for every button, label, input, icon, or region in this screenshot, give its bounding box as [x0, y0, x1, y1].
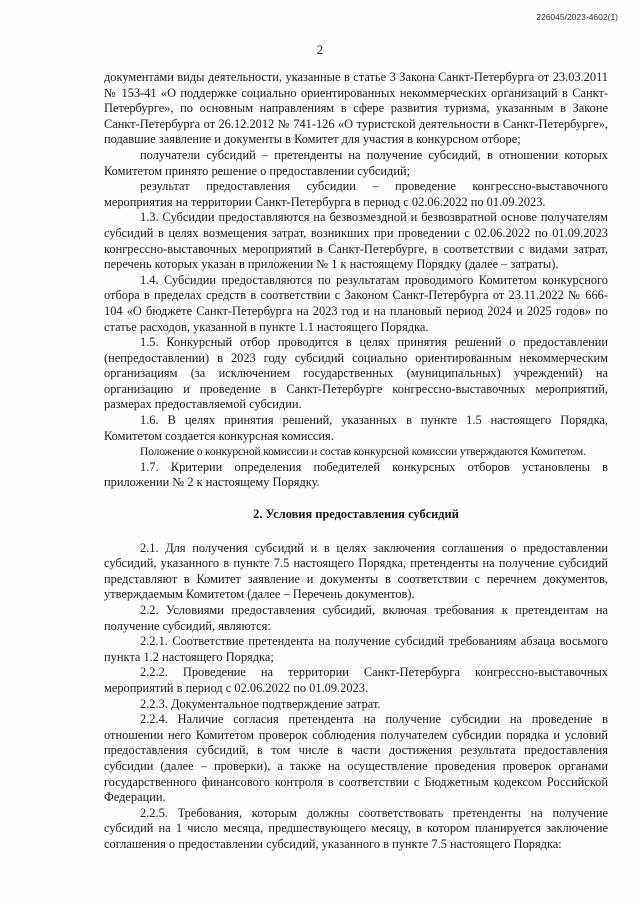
- paragraph: Положение о конкурсной комиссии и состав конкурсной комиссии утверждаются Комитетом.: [140, 445, 586, 459]
- paragraph: результат предоставления субсидии – проведение конгрессно-выставочного мероприятия на территории Санкт-Петербурга в период с 02.06.2022 по 01.09.2023.: [104, 179, 608, 209]
- paragraph: 2.2.1. Соответствие претендента на получение субсидий требованиям абзаца восьмого пункта 1.2 настоящего Порядка;: [104, 634, 608, 664]
- paragraph: 2.1. Для получения субсидий и в целях заключения соглашения о предоставлении субсидий, указанного в пункте 7.5 настоящего Порядка, претенденты на получение субсидий представляют в Комитет заявление и документы в соответствии с перечнем документов, утверждаемым Комитетом (далее – Перечень документов).: [104, 540, 608, 602]
- document-id: 226045/2023-4602(1): [536, 12, 618, 22]
- document-body: [104, 70, 608, 853]
- paragraph: 1.4. Субсидии предоставляются по результатам проводимого Комитетом конкурсного отбора в пределах средств в соответствии с Законом Санкт-Петербурга от 23.11.2022 № 666-104 «О бюджете Санкт-Петербурга на 2023 год и на плановый период 2024 и 2025 годов» по статье расходов, указанной в пункте 1.1 настоящего Порядка.: [104, 272, 608, 334]
- paragraph: 2.2.4. Наличие согласия претендента на получение субсидии на проведение в отношении него Комитетом проверок соблюдения получателем субсидии порядка и условий предоставления субсидий, в том числе в части достижения результата предоставления субсидии (далее – проверки), а также на осуществление проведения проверок органами государственного финансового контроля в соответствии с Бюджетным кодексом Российской Федерации.: [104, 712, 608, 805]
- paragraph: 2.2.3. Документальное подтверждение затрат.: [140, 696, 381, 711]
- paragraph: 2.2.5. Требования, которым должны соответствовать претенденты на получение субсидий на 1 число месяца, предшествующего месяцу, в котором планируется заключение соглашения о предоставлении субсидий, указанного в пункте 7.5 настоящего Порядка:: [104, 805, 608, 851]
- paragraph: 1.5. Конкурсный отбор проводится в целях принятия решений о предоставлении (непредоставлении) в 2023 году субсидий социально ориентированным некоммерческим организациям (за исключением государственных (муниципальных) учреждений) на организацию и проведение в Санкт-Петербурге конгрессно-выставочных мероприятий, размерах предоставляемой субсидии.: [104, 335, 608, 412]
- paragraph: 2.2. Условиями предоставления субсидий, включая требования к претендентам на получение субсидий, являются:: [104, 603, 608, 633]
- section-heading: 2. Условия предоставления субсидий: [253, 507, 459, 522]
- paragraph: получатели субсидий – претенденты на получение субсидий, в отношении которых Комитетом принято решение о предоставлении субсидий;: [104, 147, 608, 178]
- paragraph: документами виды деятельности, указанные в статье 3 Закона Санкт-Петербурга от 23.03.2011 № 153-41 «О поддержке социально ориентированных некоммерческих организаций в Санкт-Петербурге», по основным направлениям в сфере развития туризма, указанным в Законе Санкт-Петербурга от 26.12.2012 № 741-126 «О туристской деятельности в Санкт-Петербурге», подавшие заявление и документы в Комитет для участия в конкурсном отборе;: [104, 70, 608, 147]
- paragraph: 1.6. В целях принятия решений, указанных в пункте 1.5 настоящего Порядка, Комитетом создается конкурсная комиссия.: [104, 413, 608, 443]
- paragraph: 1.7. Критерии определения победителей конкурсных отборов установлены в приложении № 2 к настоящему Порядку.: [104, 459, 608, 490]
- paragraph: 1.3. Субсидии предоставляются на безвозмездной и безвозвратной основе получателям субсидий в целях возмещения затрат, возникших при проведении с 02.06.2022 по 01.09.2023 конгрессно-выставочных мероприятий в Санкт-Петербурге, в соответствии с видами затрат, перечень которых указан в приложении № 1 к настоящему Порядку (далее – затраты).: [104, 210, 608, 272]
- page-number: 2: [316, 42, 324, 57]
- paragraph: 2.2.2. Проведение на территории Санкт-Петербурга конгрессно-выставочных мероприятий в период с 02.06.2022 по 01.09.2023.: [104, 665, 608, 695]
